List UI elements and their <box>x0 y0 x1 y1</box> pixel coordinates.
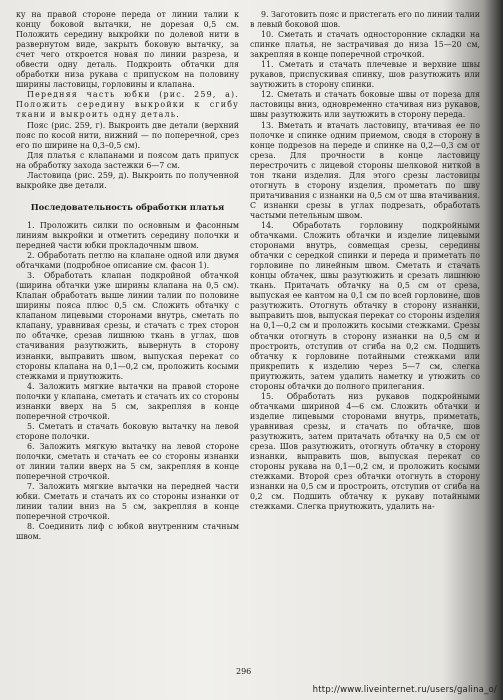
step-paragraph: 1. Проложить силки по основным и фасонным линиям выкройки и отметить середину полочки и передней части юбки прокладочным швом. <box>16 220 239 250</box>
step-paragraph: 15. Обработать низ рукавов подкройными обтачками шириной 4—6 см. Сложить обтачки и изделие лицевыми сторонами внутрь, приметать, уравнивая срезы, и стачать по обтачке, шов разутюжить, затем притачать обтачку на 0,5 см от среза. Шов разутюжить, отогнуть обтачку в сторону изнанки, выправить шов, выпуская перекат со стороны рукава на 0,1—0,2 см, и проложить косыми стежками. Второй срез обтачки отогнуть в сторону изнанки на 0,5 см и простроить, отступив от сгиба на 0,2 см. Подшить обтачку к рукаву потайными стежками. Слегка приутюжить, удалить на- <box>250 391 480 512</box>
step-paragraph: 8. Соединить лиф с юбкой внутренним стачным швом. <box>16 522 239 542</box>
left-column <box>16 10 239 542</box>
step-paragraph: 11. Сметать и стачать плечевые и верхние швы рукавов, приспускивая спинку, шов разутюжить или заутюжить в сторону спинки. <box>250 60 480 90</box>
step-paragraph: 2. Обработать петлю на клапане одной или двумя обтачками (подробное описание см. фасон 1). <box>16 251 239 271</box>
step-paragraph: 5. Сметать и стачать боковую вытачку на левой стороне полочки. <box>16 421 239 441</box>
step-paragraph: 10. Сметать и стачать односторонние складки на спинке платья, не застрачивая до низа 15—20 см, закрепляя в конце поперечной строчкой. <box>250 30 480 60</box>
section-heading: Последовательность обработки платья <box>30 201 225 212</box>
paragraph: Ластовица (рис. 259, д). Выкроить по полученной выкройке две детали. <box>16 170 239 190</box>
step-paragraph: 4. Заложить мягкие вытачки на правой стороне полочки у клапана, сметать и стачать их со стороны изнанки вверх на 5 см, закрепляя в конце поперечной строчкой. <box>16 381 239 421</box>
paragraph: Передняя часть юбки (рис. 259, а). Положить середину выкройки к сгибу ткани и выкроить одну деталь. <box>16 90 239 120</box>
step-paragraph: 13. Вметать и втачать ластовицу, втачивая ее по полочке и спинке одним приемом, сводя в сторону в конце подрезов на переде и спинке на 0,2—0,3 см от среза. Для прочности в конце ластовицу перестрочить с лицевой стороны шелковой ниткой в тон ткани изделия. Для этого срезы ластовицы отогнуть в сторону изделия, прометать по шву притачивания с изнанки на 0,5 см от шва втачивания. С изнанки срезы в углах подрезать, обработать частыми петельным швом. <box>250 120 480 220</box>
step-paragraph: 12. Сметать и стачать боковые швы от пореза для ластовицы вниз, одновременно стачивая низ рукавов, швы разутюжить или заутюжить в сторону переда. <box>250 90 480 120</box>
page-number: 296 <box>236 667 252 676</box>
paragraph: Для платья с клапанами и поясом дать припуск на обработку захода застежки 6—7 см. <box>16 150 239 170</box>
step-paragraph: 6. Заложить мягкую вытачку на левой стороне полочки, сметать и стачать ее со стороны изнанки от линии талии вверх на 5 см, закрепляя в конце поперечной строчкой. <box>16 441 239 482</box>
step-paragraph: 9. Заготовить пояс и пристегать его по линии талии в левый боковой шов. <box>250 10 480 30</box>
watermark-url: http://www.liveinternet.ru/users/galina_o/ <box>312 685 497 695</box>
paragraph: ку на правой стороне переда от линии талии к концу боковой вытачки, не дорезая 0,5 см. Положить середину выкройки по долевой нити в развернутом виде, закрыть боковую вытачку, за счет чего откроется новая по линии разреза, и обвести одну деталь. Подкроить обтачки для обработки низа рукава с припуском на половину ширины ластовицы, горловины и клапана. <box>16 10 239 90</box>
step-paragraph: 7. Заложить мягкие вытачки на передней части юбки. Сметать и стачать их со стороны изнанки от линии талии вниз на 5 см, закрепляя в конце поперечной строчкой. <box>16 482 239 522</box>
step-paragraph: 3. Обработать клапан подкройной обтачкой (ширина обтачки уже ширины клапана на 0,5 см). Клапан обработать выше линии талии по половине ширины пояса плюс 0,5 см. Сложить обтачку с клапаном лицевыми сторонами внутрь, сметать по клапану, уравнивая срезы, и стачать с трех сторон по обтачке, срезав лишнюю ткань в углах, шов стачивания разутюжить, вывернуть в сторону изнанки, выправить швом, выпуская перекат со стороны клапана на 0,1—0,2 см, проложить косыми стежками и приутюжить. <box>16 271 239 381</box>
paragraph: Пояс (рис. 259, г). Выкроить две детали (верхний пояс по косой нити, нижний — по поперечной, срез его по ширине на 0,3–0,5 см). <box>16 120 239 150</box>
right-column <box>250 10 480 512</box>
step-paragraph: 14. Обработать горловину подкройными обтачками. Сложить обтачки и изделие лицевыми сторонами внутрь, совмещая срезы, середины обтачки с середкой спинки и переда и приметать по горловине по линейным швом. Сметать и стачать концы обтачек, швы разутюжить и срезать лишнюю ткань. Притачать обтачку на 0,5 см от среза, выпуская ее кантом на 0,1 см по всей горловине, шов разутюжить. Отогнуть обтачку в сторону изнанки, выправить шов, выпуская перекат со стороны изделия на 0,1—0,2 см и проложить косыми стежками. Срезы обтачки отогнуть в сторону изнанки на 0,5 см и простроить, отступив от сгиба на 0,2 см. Подшить обтачку к горловине потайными стежками или прикрепить к изделию через 5—7 см, слегка приутюжить, затем удалить наметку и утюжить со стороны обтачки до полного прилегания. <box>250 220 480 391</box>
